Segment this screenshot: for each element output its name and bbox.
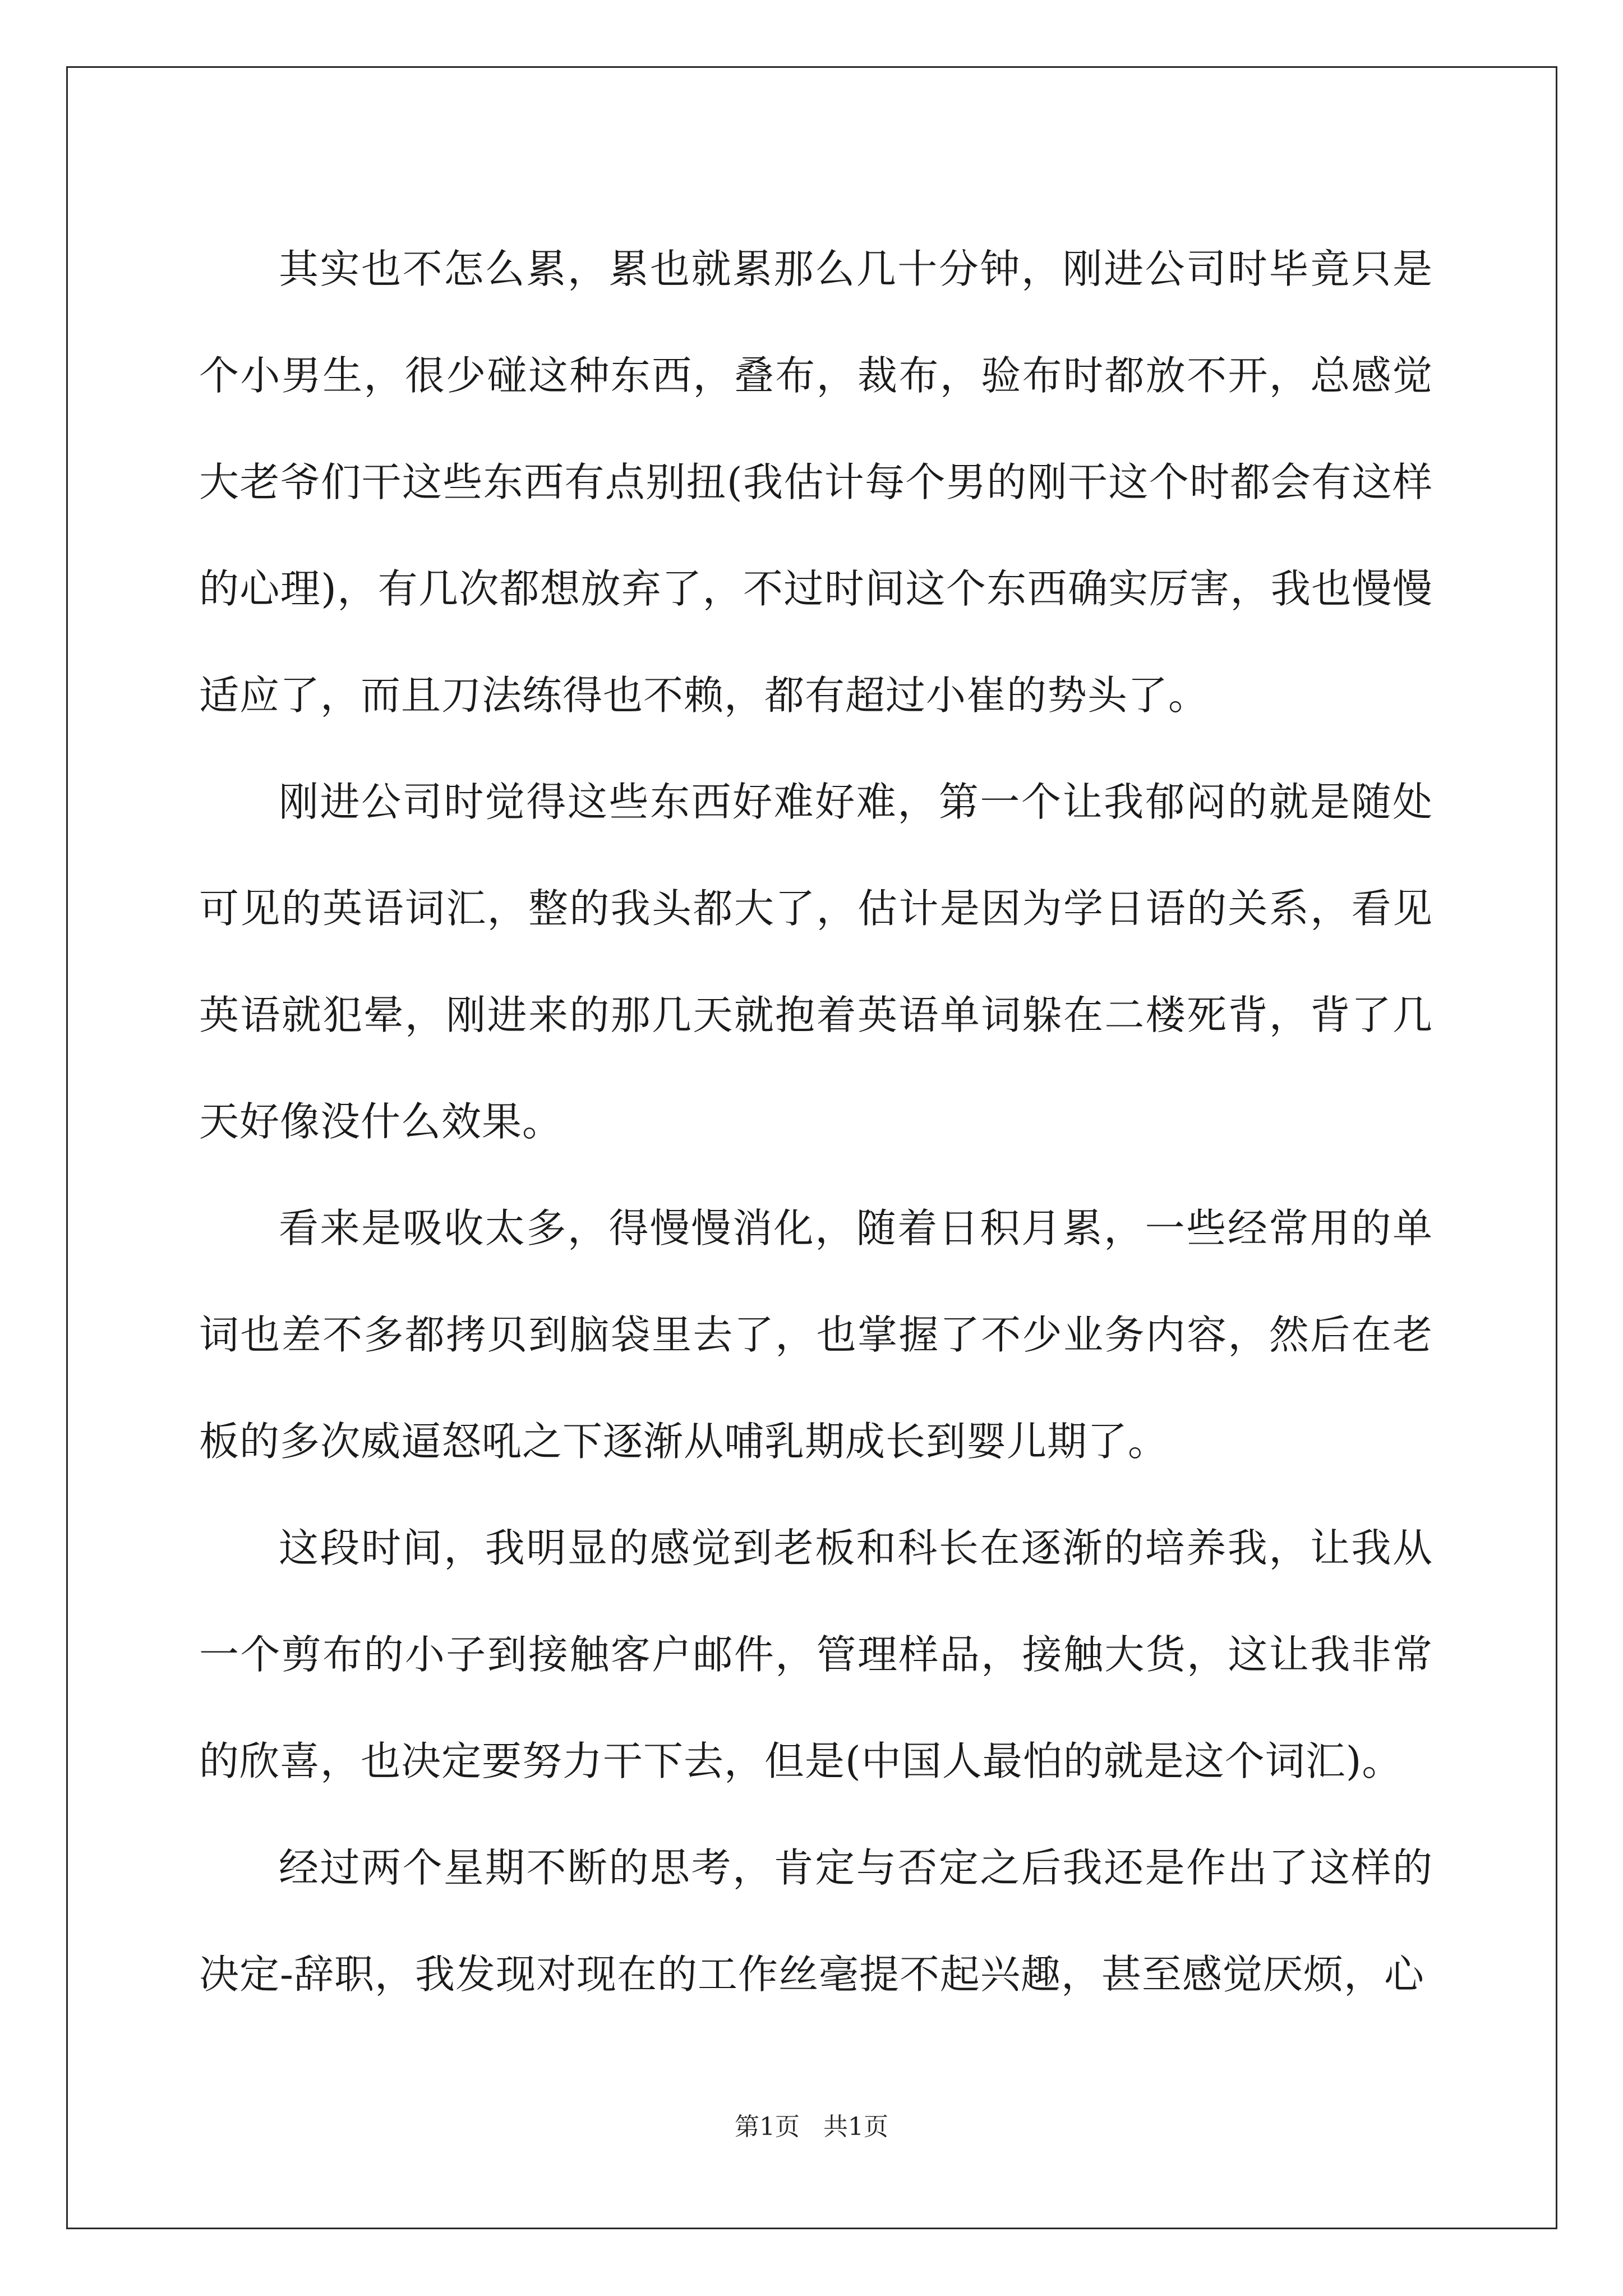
paragraph-3: 看来是吸收太多，得慢慢消化，随着日积月累，一些经常用的单词也差不多都拷贝到脑袋里去了，也掌握了不少业务内容，然后在老板的多次威逼怒吼之下逐渐从哺乳期成长到婴儿期了。	[199, 1205, 1433, 1465]
document-body	[199, 216, 1433, 2028]
page-footer: 第1页 共1页	[735, 2113, 888, 2141]
paragraph-2: 刚进公司时觉得这些东西好难好难，第一个让我郁闷的就是随处可见的英语词汇，整的我头都大了，估计是因为学日语的关系，看见英语就犯晕，刚进来的那几天就抱着英语单词躲在二楼死背，背了几天好像没什么效果。	[199, 779, 1433, 1145]
paragraph-5: 经过两个星期不断的思考，肯定与否定之后我还是作出了这样的决定-辞职，我发现对现在的工作丝毫提不起兴趣，甚至感觉厌烦，心	[199, 1844, 1433, 1998]
paragraph-4: 这段时间，我明显的感觉到老板和科长在逐渐的培养我，让我从一个剪布的小子到接触客户邮件，管理样品，接触大货，这让我非常的欣喜，也决定要努力干下去，但是(中国人最怕的就是这个词汇)。	[199, 1525, 1433, 1784]
paragraph-1: 其实也不怎么累，累也就累那么几十分钟，刚进公司时毕竟只是个小男生，很少碰这种东西，叠布，裁布，验布时都放不开，总感觉大老爷们干这些东西有点别扭(我估计每个男的刚干这个时都会有这样的心理)，有几次都想放弃了，不过时间这个东西确实厉害，我也慢慢适应了，而且刀法练得也不赖，都有超过小崔的势头了。	[199, 246, 1433, 719]
